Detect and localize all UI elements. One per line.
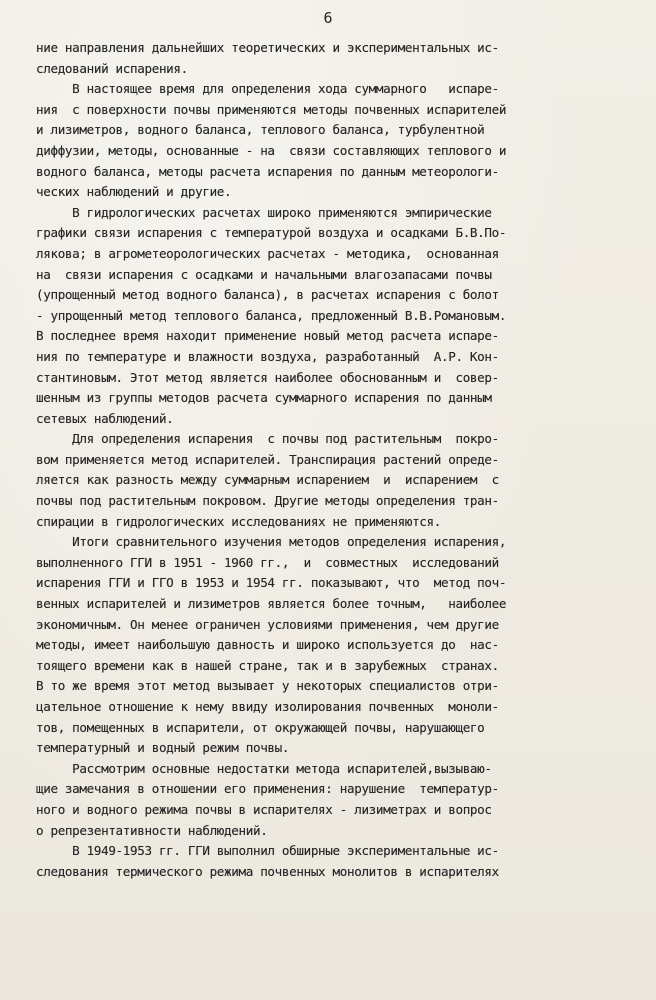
- text-line: температурный и водный режим почвы.: [36, 740, 290, 756]
- text-line: Для определения испарения с почвы под растительным покро-: [36, 431, 499, 447]
- text-line: ляется как разность между суммарным испарением и испарением с: [36, 472, 499, 488]
- text-line: шенным из группы методов расчета суммарного испарения по данным: [36, 390, 492, 406]
- text-line: лякова; в агрометеорологических расчетах - методика, основанная: [36, 245, 499, 261]
- text-line: стантиновым. Этот метод является наиболее обоснованным и совер-: [36, 369, 499, 385]
- text-line: В гидрологических расчетах широко применяются эмпирические: [36, 204, 492, 220]
- text-line: ческих наблюдений и другие.: [36, 184, 232, 200]
- text-line: цательное отношение к нему ввиду изолирования почвенных моноли-: [36, 699, 499, 714]
- body-text: [36, 38, 636, 882]
- text-line: испарения ГГИ и ГГО в 1953 и 1954 гг. показывают, что метод поч-: [36, 575, 507, 591]
- text-line: ния с поверхности почвы применяются методы почвенных испарителей: [36, 101, 507, 117]
- text-line: В то же время этот метод вызывает у некоторых специалистов отри-: [36, 678, 499, 694]
- text-line: ного и водного режима почвы в испарителях - лизиметрах и вопрос: [36, 801, 492, 817]
- text-line: диффузии, методы, основанные - на связи составляющих теплового и: [36, 142, 507, 158]
- text-line: следования термического режима почвенных монолитов в испарителях: [36, 863, 499, 879]
- text-line: спирации в гидрологических исследованиях не применяются.: [36, 513, 441, 529]
- text-line: ние направления дальнейших теоретических и экспериментальных ис-: [36, 40, 499, 55]
- text-line: В 1949-1953 гг. ГГИ выполнил обширные экспериментальные ис-: [36, 843, 499, 859]
- text-line: - упрощенный метод теплового баланса, предложенный В.В.Романовым.: [36, 307, 507, 323]
- text-line: В последнее время находит применение новый метод расчета испаре-: [36, 328, 499, 344]
- text-line: почвы под растительным покровом. Другие методы определения тран-: [36, 493, 499, 509]
- text-line: следований испарения.: [36, 60, 188, 76]
- text-line: графики связи испарения с температурой воздуха и осадками Б.В.По-: [36, 225, 507, 241]
- text-line: о репрезентативности наблюдений.: [36, 822, 268, 838]
- text-line: тоящего времени как в нашей стране, так и в зарубежных странах.: [36, 657, 499, 673]
- text-line: методы, имеет наибольшую давность и широко используется до нас-: [36, 637, 499, 653]
- text-line: Рассмотрим основные недостатки метода испарителей,вызываю-: [36, 760, 492, 776]
- page-number: 6: [323, 9, 333, 27]
- text-line: сетевых наблюдений.: [36, 410, 174, 426]
- text-line: и лизиметров, водного баланса, теплового баланса, турбулентной: [36, 122, 485, 138]
- text-line: щие замечания в отношении его применения: нарушение температур-: [36, 781, 499, 797]
- text-line: Итоги сравнительного изучения методов определения испарения,: [36, 534, 507, 550]
- text-line: венных испарителей и лизиметров является более точным, наиболее: [36, 596, 507, 612]
- text-line: В настоящее время для определения хода суммарного испаре-: [36, 81, 499, 97]
- text-line: тов, помещенных в испарители, от окружающей почвы, нарушающего: [36, 719, 485, 735]
- text-line: ния по температуре и влажности воздуха, разработанный А.Р. Кон-: [36, 348, 499, 364]
- text-line: выполненного ГГИ в 1951 - 1960 гг., и совместных исследований: [36, 554, 499, 570]
- text-line: водного баланса, методы расчета испарения по данным метеорологи-: [36, 163, 499, 179]
- text-line: экономичным. Он менее ограничен условиями применения, чем другие: [36, 616, 499, 632]
- text-line: (упрощенный метод водного баланса), в расчетах испарения с болот: [36, 287, 499, 303]
- text-line: на связи испарения с осадками и начальными влагозапасами почвы: [36, 266, 492, 282]
- text-line: вом применяется метод испарителей. Транспирация растений опреде-: [36, 451, 499, 467]
